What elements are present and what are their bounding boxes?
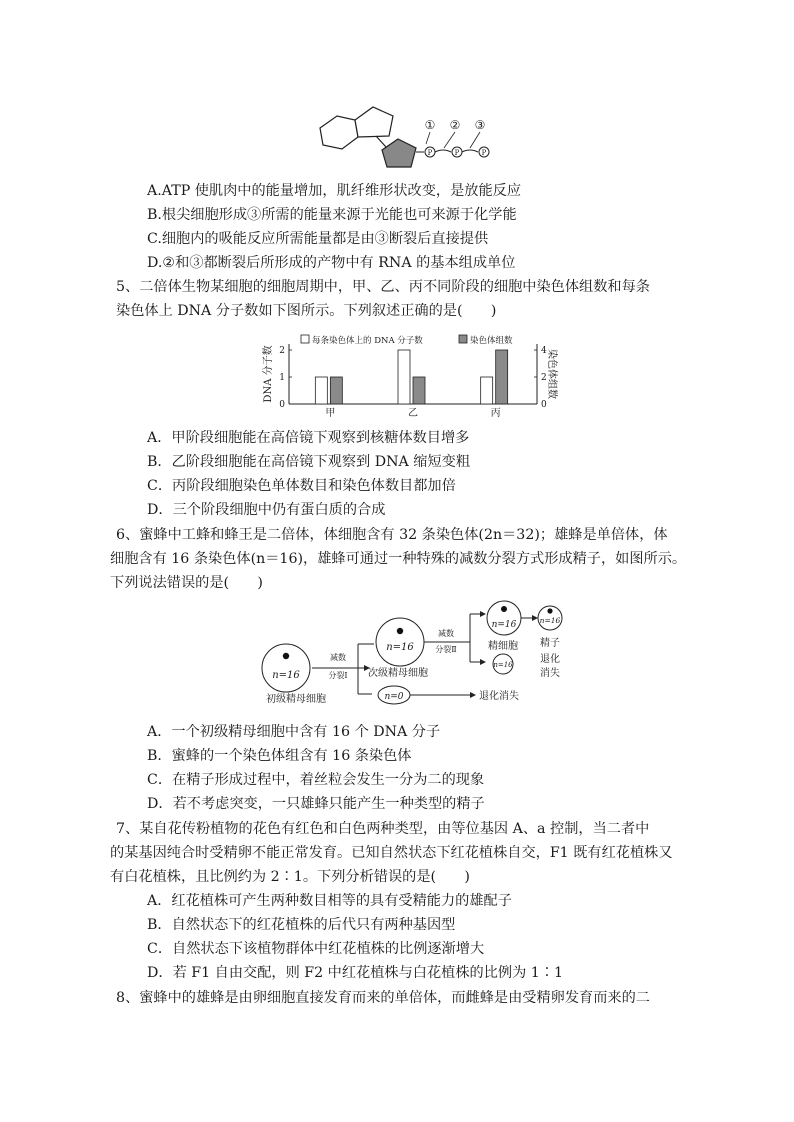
svg-text:P: P xyxy=(427,149,433,157)
bond-label-3: ③ xyxy=(474,118,486,132)
q4-option-c: C.细胞内的吸能反应所需能量都是由③断裂后直接提供 xyxy=(147,231,489,247)
primary-label: 初级精母细胞 xyxy=(266,694,326,705)
svg-text:减数: 减数 xyxy=(330,653,346,662)
secondary-label: 次级精母细胞 xyxy=(368,668,428,679)
right-tick-label: 2 xyxy=(541,373,547,383)
svg-text:n=16: n=16 xyxy=(539,616,561,625)
svg-text:P: P xyxy=(454,149,460,157)
q8-stem-line1: 8、蜜蜂中的雄蜂是由卵细胞直接发育而来的单倍体，而雌蜂是由受精卵发育而来的二 xyxy=(116,990,650,1006)
left-tick-label: 2 xyxy=(279,346,285,356)
bar-chromosome-sets xyxy=(413,377,425,404)
q5-option-b: B．乙阶段细胞能在高倍镜下观察到 DNA 缩短变粗 xyxy=(147,454,471,470)
q7-stem-line2: 的某基因纯合时受精卵不能正常发育。已知自然状态下红花植株自交，F1 既有红花植株又 xyxy=(110,845,673,861)
q6-stem-line1: 6、蜜蜂中工蜂和蜂王是二倍体，体细胞含有 32 条染色体(2n＝32)；雄蜂是单倍体，体 xyxy=(116,527,668,543)
bond-label-2: ② xyxy=(449,118,461,132)
q7-option-a: A．红花植株可产生两种数目相等的具有受精能力的雄配子 xyxy=(147,893,512,909)
category-label: 丙 xyxy=(490,408,501,419)
svg-text:减数: 减数 xyxy=(438,629,454,638)
legend-swatch-dna xyxy=(301,335,309,343)
degenerate-label: 退化消失 xyxy=(479,691,519,702)
atp-structure-figure xyxy=(310,96,510,176)
q4-option-a: A.ATP 使肌肉中的能量增加，肌纤维形状改变，是放能反应 xyxy=(147,183,522,199)
q7-option-d: D．若 F1 自由交配，则 F2 中红花植株与白花植株的比例为 1∶1 xyxy=(147,965,564,981)
q6-stem-line2: 细胞含有 16 条染色体(n＝16)，雄蜂可通过一种特殊的减数分裂方式形成精子，如图所示。 xyxy=(110,551,687,567)
svg-text:n=16: n=16 xyxy=(491,620,517,630)
svg-text:消失: 消失 xyxy=(540,668,560,679)
q6-stem-line3: 下列说法错误的是( ) xyxy=(110,575,263,591)
q7-stem-line1: 7、某自花传粉植物的花色有红色和白色两种类型，由等位基因 A、a 控制，当二者中 xyxy=(116,821,650,837)
bar-chromosome-sets xyxy=(330,377,342,404)
adenine-hexagon xyxy=(320,116,358,149)
q7-option-c: C．自然状态下该植物群体中红花植株的比例逐渐增大 xyxy=(147,941,485,957)
svg-text:退化: 退化 xyxy=(540,654,560,665)
q5-chart xyxy=(253,326,573,420)
svg-text:分裂Ⅱ: 分裂Ⅱ xyxy=(435,645,457,654)
q5-option-d: D．三个阶段细胞中仍有蛋白质的合成 xyxy=(147,502,386,518)
q7-option-b: B．自然状态下的红花植株的后代只有两种基因型 xyxy=(147,917,456,933)
bond-label-1: ① xyxy=(424,118,436,132)
y-axis-title-left: DNA 分子数 xyxy=(263,345,274,403)
q5-stem-line2: 染色体上 DNA 分子数如下图所示。下列叙述正确的是( ) xyxy=(116,303,497,319)
svg-text:n=16: n=16 xyxy=(386,642,414,653)
legend-label-chromosome: 染色体组数 xyxy=(470,336,513,346)
y-axis-title-right: 染色体组数 xyxy=(546,349,557,399)
q5-option-a: A．甲阶段细胞能在高倍镜下观察到核糖体数目增多 xyxy=(147,430,470,446)
q7-stem-line3: 有白花植株，且比例约为 2∶1。下列分析错误的是( ) xyxy=(110,869,470,885)
legend-swatch-chromosome xyxy=(459,335,467,343)
svg-text:n=0: n=0 xyxy=(384,692,404,702)
bar-dna-per-chromosome xyxy=(315,377,327,404)
bar-dna-per-chromosome xyxy=(398,350,410,404)
svg-text:n=16: n=16 xyxy=(272,670,300,681)
bar-dna-per-chromosome xyxy=(481,377,493,404)
q6-option-b: B．蜜蜂的一个染色体组含有 16 条染色体 xyxy=(147,748,412,764)
left-tick-label: 1 xyxy=(279,373,285,383)
legend-label-dna: 每条染色体上的 DNA 分子数 xyxy=(312,336,423,346)
category-label: 乙 xyxy=(408,408,418,419)
q5-stem-line1: 5、二倍体生物某细胞的细胞周期中，甲、乙、丙不同阶段的细胞中染色体组数和每条 xyxy=(116,279,650,295)
ribose-pentagon xyxy=(382,139,416,167)
svg-text:n=16: n=16 xyxy=(493,661,513,669)
sperm-label: 精子 xyxy=(540,638,560,649)
left-tick-label: 0 xyxy=(279,400,285,410)
primary-spermatocyte-cell xyxy=(262,644,310,692)
svg-text:P: P xyxy=(481,149,487,157)
q6-option-d: D．若不考虑突变，一只雄蜂只能产生一种类型的精子 xyxy=(147,796,485,812)
q4-option-b: B.根尖细胞形成③所需的能量来源于光能也可来源于化学能 xyxy=(147,207,517,223)
right-tick-label: 0 xyxy=(541,400,547,410)
right-tick-label: 4 xyxy=(541,346,547,356)
bar-chromosome-sets xyxy=(496,350,508,404)
q6-meiosis-diagram xyxy=(258,598,578,710)
q6-option-a: A．一个初级精母细胞中含有 16 个 DNA 分子 xyxy=(147,724,441,740)
svg-text:分裂Ⅰ: 分裂Ⅰ xyxy=(328,671,348,680)
q5-option-c: C．丙阶段细胞染色单体数目和染色体数目都加倍 xyxy=(147,478,456,494)
q6-option-c: C．在精子形成过程中，着丝粒会发生一分为二的现象 xyxy=(147,772,485,788)
category-label: 甲 xyxy=(325,408,336,419)
adenine-pentagon xyxy=(355,107,393,137)
spermatid-label: 精细胞 xyxy=(488,641,518,652)
q4-option-d: D.②和③都断裂后所形成的产物中有 RNA 的基本组成单位 xyxy=(147,255,516,271)
